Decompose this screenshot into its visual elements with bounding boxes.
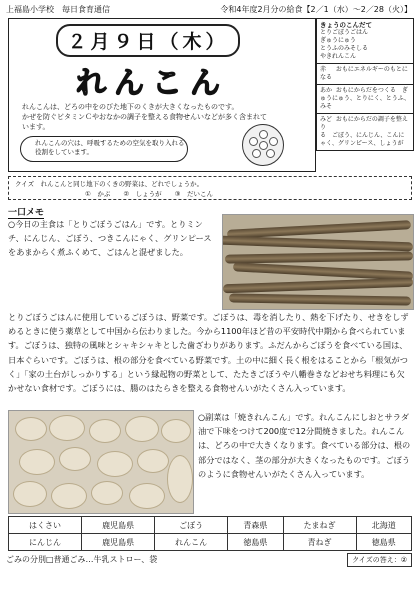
school-name: 上福島小学校 毎日食育通信 bbox=[6, 5, 110, 14]
food-group-text: おもにエネルギーのもとになる bbox=[320, 66, 408, 81]
burdock-photo bbox=[222, 214, 414, 310]
table-cell: にんじん bbox=[9, 534, 82, 551]
table-cell: れんこん bbox=[155, 534, 228, 551]
table-row bbox=[9, 534, 412, 551]
table-cell: たまねぎ bbox=[283, 517, 356, 534]
food-group-red bbox=[317, 85, 413, 114]
menu-item: とりごぼうごはん bbox=[320, 29, 369, 36]
table-cell: 徳島県 bbox=[228, 534, 283, 551]
food-group-text: おもにからだの調子を整える ごぼう、にんじん、こんにゃく、グリンピース、しょうが bbox=[320, 116, 408, 147]
date-title: ２月９日（木） bbox=[56, 24, 240, 57]
intro-line: かぜを防ぐビタミンＣやおなかの調子を整える食物せんいなどが多く含まれています。 bbox=[22, 113, 267, 131]
table-cell: 鹿児島県 bbox=[82, 534, 155, 551]
food-group-text: おもにからだをつくる ぎゅうにゅう、とりにく、とうふ、みそ bbox=[320, 87, 410, 110]
quiz-box bbox=[8, 176, 412, 200]
table-cell: 青ねぎ bbox=[283, 534, 356, 551]
food-group-yellow bbox=[317, 64, 413, 85]
menu-sidebar bbox=[316, 18, 414, 151]
intro-text bbox=[22, 102, 272, 132]
food-group-tag: 赤 bbox=[320, 66, 327, 73]
menu-period: 令和4年度2月分の給食【2／1（水）～2／28（火）】 bbox=[220, 5, 412, 14]
table-cell: 徳島県 bbox=[356, 534, 411, 551]
quiz-options: ① かぶ ② しょうが ③ だいこん bbox=[85, 190, 213, 198]
quiz-question: クイズ れんこんと同じ地下のくきの野菜は、どれでしょうか。 bbox=[15, 180, 204, 188]
feature-title: れんこん bbox=[76, 66, 228, 101]
table-cell: 青森県 bbox=[228, 517, 283, 534]
lotus-root-slice-illustration bbox=[242, 124, 284, 166]
roasted-lotus-photo bbox=[8, 410, 194, 514]
lotus-paragraph: ○副菜は「焼きれんこん」です。れんこんにしおとサラダ油で下味をつけて200度で12分間焼きました。れんこんは、どろの中で大きくなります。食べている部分は、根の部分ではなく、茎の部分が大きくなったものです。ごぼうのように食物せんいがたくさん入っています。 bbox=[198, 412, 411, 479]
section-label: 一口メモ bbox=[8, 205, 44, 219]
fact-bubble: れんこんの穴は、呼吸するための空気を取り入れる役割をしています。 bbox=[20, 136, 188, 162]
food-group-green bbox=[317, 114, 413, 150]
rice-paragraph: ○今日の主食は「とりごぼうごはん」です。とりミンチ、にんじん、ごぼう、つきこんにゃく、グリンピースをあまからく煮ふくめて、ごはんと混ぜました。 bbox=[8, 219, 212, 258]
food-group-tag: あか bbox=[320, 87, 333, 94]
trash-sorting-note: ごみの分別□普通ごみ…牛乳ストロー、袋 bbox=[6, 555, 158, 564]
origin-table bbox=[8, 516, 412, 551]
food-group-tag: みどり bbox=[320, 116, 333, 131]
menu-section bbox=[317, 19, 413, 64]
table-cell: ごぼう bbox=[155, 517, 228, 534]
menu-title: きょうのこんだて bbox=[320, 21, 372, 29]
intro-line: れんこんは、どろの中をのびた地下のくきが大きくなったものです。 bbox=[22, 103, 239, 111]
menu-item: ぎゅうにゅう bbox=[320, 37, 356, 44]
table-row bbox=[9, 517, 412, 534]
menu-item: やきれんこん bbox=[320, 53, 357, 60]
menu-item: とうふのみそしる bbox=[320, 45, 369, 52]
quiz-answer: クイズの答え：② bbox=[347, 553, 412, 567]
table-cell: 鹿児島県 bbox=[82, 517, 155, 534]
table-cell: はくさい bbox=[9, 517, 82, 534]
table-cell: 北海道 bbox=[356, 517, 411, 534]
burdock-paragraph: とりごぼうごはんに使用しているごぼうは、野菜です。ごぼうは、毒を消したり、熱を下げたり、せきをしずめるときに使う薬草として中国から伝わりました。今から1100年ほど昔の平安時代中期から食べられています。ごぼうは、独特の風味とシャキシャキとした歯ざわりがあります。ふだんからごぼうを食べている国は、日本ぐらいです。ごぼうは、根の部分を食べている野菜です。土の中に細く長く根をはることから「根気がつく」「家の土台がしっかりする」という縁起物の野菜として、たたきごぼうや八幡巻きなどおせち料理にも欠かせない食材です。ごぼうには、腸のはたらきを整える食物せんいがたくさん入っています。 bbox=[8, 312, 409, 394]
